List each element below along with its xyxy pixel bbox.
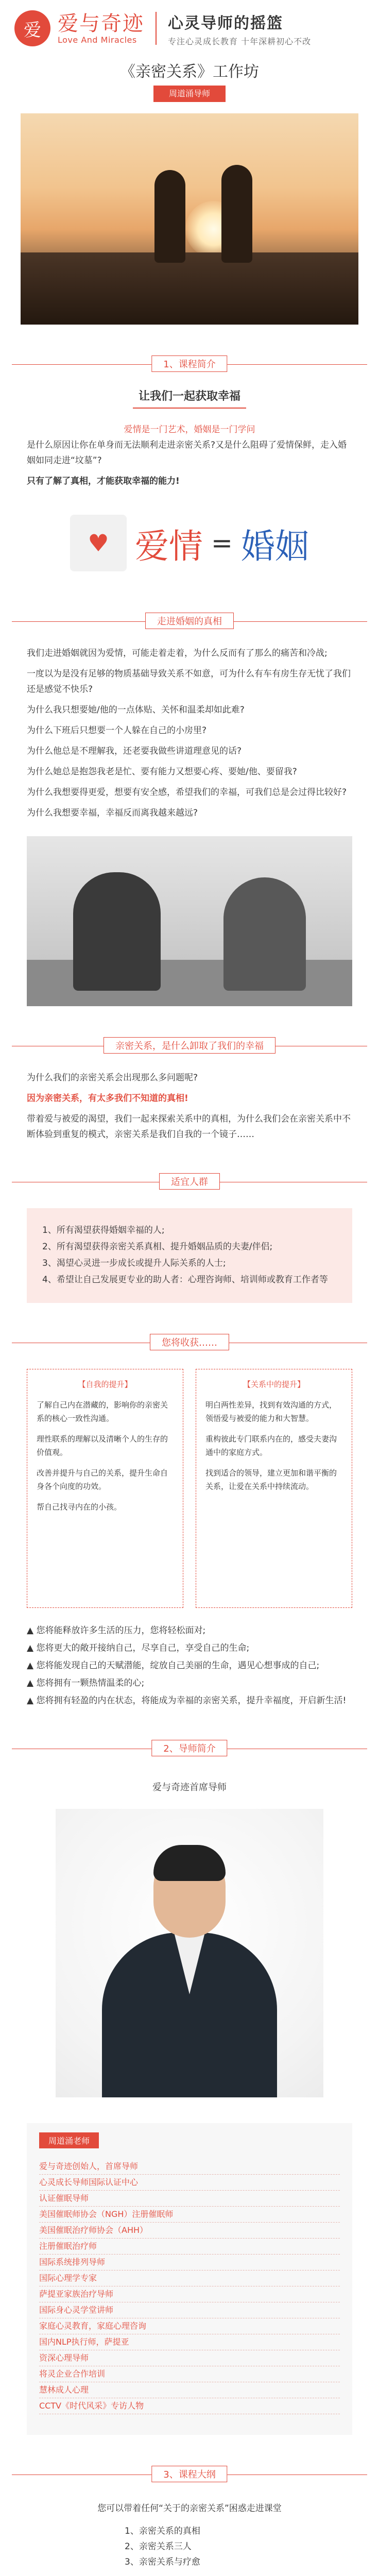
logo-seal-icon: 爱 bbox=[14, 10, 50, 46]
audience-item: 4、希望让自己发展更专业的助人者：心理咨询师、培训师或教育工作者等 bbox=[42, 1275, 328, 1285]
brand-block bbox=[58, 12, 144, 45]
credential-item: 将灵企业合作培训 bbox=[39, 2366, 340, 2382]
intro-lead: 让我们一起获取幸福 bbox=[138, 390, 240, 403]
gains-relation-item: 明白两性差异，找到有效沟通的方式，领悟爱与被爱的能力和大智慧。 bbox=[205, 1400, 337, 1423]
credential-item: 认证催眠导师 bbox=[39, 2191, 340, 2207]
teacher-photo bbox=[56, 1809, 323, 2097]
outline-item: 1、亲密关系的真相 bbox=[125, 2526, 200, 2536]
hero-ground bbox=[21, 252, 358, 325]
audience-item: 1、所有渴望获得婚姻幸福的人; bbox=[42, 1225, 165, 1235]
intimacy-paragraphs bbox=[0, 1070, 379, 1142]
outline-item: 2、亲密关系三人 bbox=[125, 2541, 192, 2552]
benefit-item: ▲ 您将拥有轻盈的内在状态，将能成为幸福的亲密关系，提升幸福度，开启新生活! bbox=[27, 1696, 347, 1706]
credential-item: 慧林成人心理 bbox=[39, 2382, 340, 2398]
marriage-p2: 一度以为是没有足够的物质基础导致关系不如意，可为什么有车有房生存无忧了我们还是感觉不快乐? bbox=[27, 669, 351, 694]
credential-item: 美国催眠师协会（NGH）注册催眠师 bbox=[39, 2207, 340, 2223]
gains-relation-item: 重构彼此专门联系内在的，感受夫妻沟通中的家庭方式。 bbox=[205, 1434, 337, 1457]
benefit-item: ▲ 您将能释放许多生活的压力，您将轻松面对; bbox=[27, 1625, 206, 1636]
intro-red-line: 爱情是一门艺术，婚姻是一门学问 bbox=[124, 425, 255, 435]
marriage-p5: 为什么他总是不理解我，还老要我做些讲道理意见的话? bbox=[27, 746, 242, 756]
gains-self-title: 【自我的提升】 bbox=[78, 1380, 132, 1389]
teacher-block bbox=[81, 1780, 298, 1793]
section-head-outline bbox=[12, 2465, 367, 2485]
gains-relation-item: 找到适合的领导，建立更加和谐平衡的关系，让爱在关系中持续流动。 bbox=[205, 1468, 337, 1491]
brand-cn: 爱与奇迹 bbox=[58, 11, 144, 36]
section-head-intimacy bbox=[12, 1036, 367, 1057]
logo bbox=[14, 10, 144, 46]
credential-item: 国内NLP执行师，萨提亚 bbox=[39, 2334, 340, 2350]
gains-self-item: 改善并提升与自己的关系，提升生命自身各个向度的功效。 bbox=[37, 1468, 168, 1491]
benefit-item: ▲ 您将更大的敞开接纳自己，尽享自己，享受自己的生命; bbox=[27, 1643, 250, 1653]
audience-item: 3、渴望心灵进一步成长或提升人际关系的人士; bbox=[42, 1258, 226, 1268]
photo-person-right bbox=[223, 877, 306, 991]
header-divider bbox=[156, 12, 157, 45]
gains-self-item: 了解自己内在潜藏的，影响你的亲密关系的核心一致性沟通。 bbox=[37, 1400, 168, 1423]
audience-list bbox=[42, 1223, 337, 1287]
section-head-teacher bbox=[12, 1739, 367, 1759]
teacher-name: 爱与奇迹首席导师 bbox=[152, 1782, 227, 1793]
intimacy-p1: 为什么我们的亲密关系会出现那么多问题呢? bbox=[27, 1073, 198, 1083]
credential-item: 国际身心灵学堂讲师 bbox=[39, 2302, 340, 2318]
intro-paragraphs bbox=[0, 422, 379, 489]
credential-item: CCTV《时代风采》专访人物 bbox=[39, 2398, 340, 2414]
marriage-p6: 为什么她总是抱怨我老是忙、要有能力又想要心疼、要她/他、要留我? bbox=[27, 767, 297, 777]
gains-self-item: 帮自己找寻内在的小孩。 bbox=[37, 1502, 122, 1512]
intro-bold: 只有了解了真相，才能获取幸福的能力! bbox=[27, 476, 180, 486]
audience-box bbox=[27, 1208, 352, 1303]
gains-self bbox=[27, 1369, 183, 1608]
photo-person-left bbox=[73, 872, 161, 991]
teacher-hair bbox=[153, 1845, 226, 1881]
section-label: 3、课程大纲 bbox=[151, 2466, 227, 2482]
section-head-intro bbox=[12, 354, 367, 375]
gains-relation-title: 【关系中的提升】 bbox=[243, 1380, 305, 1389]
equation-left: 爱情 bbox=[135, 526, 203, 566]
outline-intro: 您可以带着任何“关于的亲密关系”困惑走进课堂 bbox=[97, 2503, 282, 2514]
brand-en: Love And Miracles bbox=[58, 35, 137, 45]
marriage-p1: 我们走进婚姻就因为爱情，可能走着走着，为什么反而有了那么的痛苦和冷战; bbox=[27, 648, 328, 658]
credential-item: 家庭心灵教育，家庭心理咨询 bbox=[39, 2318, 340, 2334]
gains-self-item: 理性联系的理解以及清晰个人的生存的价值观。 bbox=[37, 1434, 168, 1457]
credential-item: 爱与奇迹创始人，首席导师 bbox=[39, 2159, 340, 2175]
title-tag: 周道涌导师 bbox=[153, 86, 226, 102]
outline-list bbox=[27, 2523, 352, 2570]
silhouette-right bbox=[221, 165, 252, 263]
marriage-p7: 为什么我想要得更爱，想要有安全感，希望我们的幸福，可我们总是会过得比较好? bbox=[27, 787, 347, 798]
gains-columns bbox=[27, 1369, 352, 1608]
section-label: 适宜人群 bbox=[159, 1173, 220, 1190]
intro-lead-bar bbox=[133, 408, 246, 409]
credential-item: 国际心理学专家 bbox=[39, 2270, 340, 2286]
section-head-gains bbox=[12, 1333, 367, 1353]
marriage-paragraphs bbox=[0, 646, 379, 821]
section-label: 2、导师简介 bbox=[151, 1740, 227, 1756]
section-head-marriage bbox=[12, 612, 367, 632]
benefit-item: ▲ 您将拥有一颗热情温柔的心; bbox=[27, 1678, 145, 1688]
section-label: 走进婚姻的真相 bbox=[145, 613, 234, 629]
credential-item: 萨提亚家族治疗导师 bbox=[39, 2286, 340, 2302]
slogan-block bbox=[168, 10, 311, 47]
gains-relation bbox=[196, 1369, 352, 1608]
intimacy-red: 因为亲密关系，有太多我们不知道的真相! bbox=[27, 1093, 188, 1104]
marriage-p4: 为什么下班后只想要一个人躲在自己的小房里? bbox=[27, 725, 207, 736]
equation-equal: = bbox=[211, 528, 233, 558]
slogan-main: 心灵导师的摇篮 bbox=[168, 14, 283, 32]
credential-item: 注册催眠治疗师 bbox=[39, 2239, 340, 2255]
hero-image bbox=[21, 113, 358, 325]
intimacy-p2: 带着爱与被爱的渴望，我们一起来探索关系中的真相，为什么我们会在亲密关系中不断体验到重复的模式，亲密关系是我们自我的一个镜子…… bbox=[27, 1114, 351, 1140]
section-label: 亲密关系，是什么卸取了我们的幸福 bbox=[104, 1037, 275, 1054]
couple-photo bbox=[27, 836, 352, 1006]
section-head-audience bbox=[12, 1172, 367, 1193]
couple-icon: ♥ bbox=[70, 515, 127, 571]
credential-item: 美国催眠治疗师协会（AHH） bbox=[39, 2223, 340, 2239]
section-label: 1、课程简介 bbox=[151, 355, 227, 372]
equation-right: 婚姻 bbox=[240, 526, 309, 566]
credential-item: 心灵成长导师国际认证中心 bbox=[39, 2175, 340, 2191]
slogan-sub: 专注心灵成长教育 十年深耕初心不改 bbox=[168, 36, 312, 46]
credential-item: 资深心理导师 bbox=[39, 2350, 340, 2366]
credentials-box bbox=[27, 2123, 352, 2435]
intro-p1: 是什么原因让你在单身而无法顺利走进亲密关系?又是什么阻碍了爱情保鲜，走入婚姻如同走进“坟墓”? bbox=[27, 440, 347, 466]
header bbox=[0, 0, 379, 57]
marriage-p8: 为什么我想要幸福，幸福反而离我越来越远? bbox=[27, 808, 198, 818]
outline-block bbox=[0, 2501, 379, 2576]
benefits-list bbox=[0, 1622, 379, 1709]
section-label: 您将收获…… bbox=[150, 1334, 229, 1350]
credential-item: 国际系统排列导师 bbox=[39, 2255, 340, 2270]
page-title: 《亲密关系》工作坊 bbox=[120, 63, 259, 81]
audience-item: 2、所有渴望获得亲密关系真相、提升婚姻品质的夫妻/伴侣; bbox=[42, 1242, 273, 1252]
benefit-item: ▲ 您将能发现自己的天赋潜能，绽放自己美丽的生命，遇见心想事成的自己; bbox=[27, 1660, 320, 1671]
marriage-p3: 为什么我只想要她/他的一点体贴、关怀和温柔却如此难? bbox=[27, 705, 245, 715]
outline-item: 3、亲密关系与疗愈 bbox=[125, 2557, 200, 2567]
equation bbox=[0, 504, 379, 582]
credentials-tag: 周道涌老师 bbox=[39, 2132, 99, 2148]
silhouette-left bbox=[154, 170, 185, 263]
